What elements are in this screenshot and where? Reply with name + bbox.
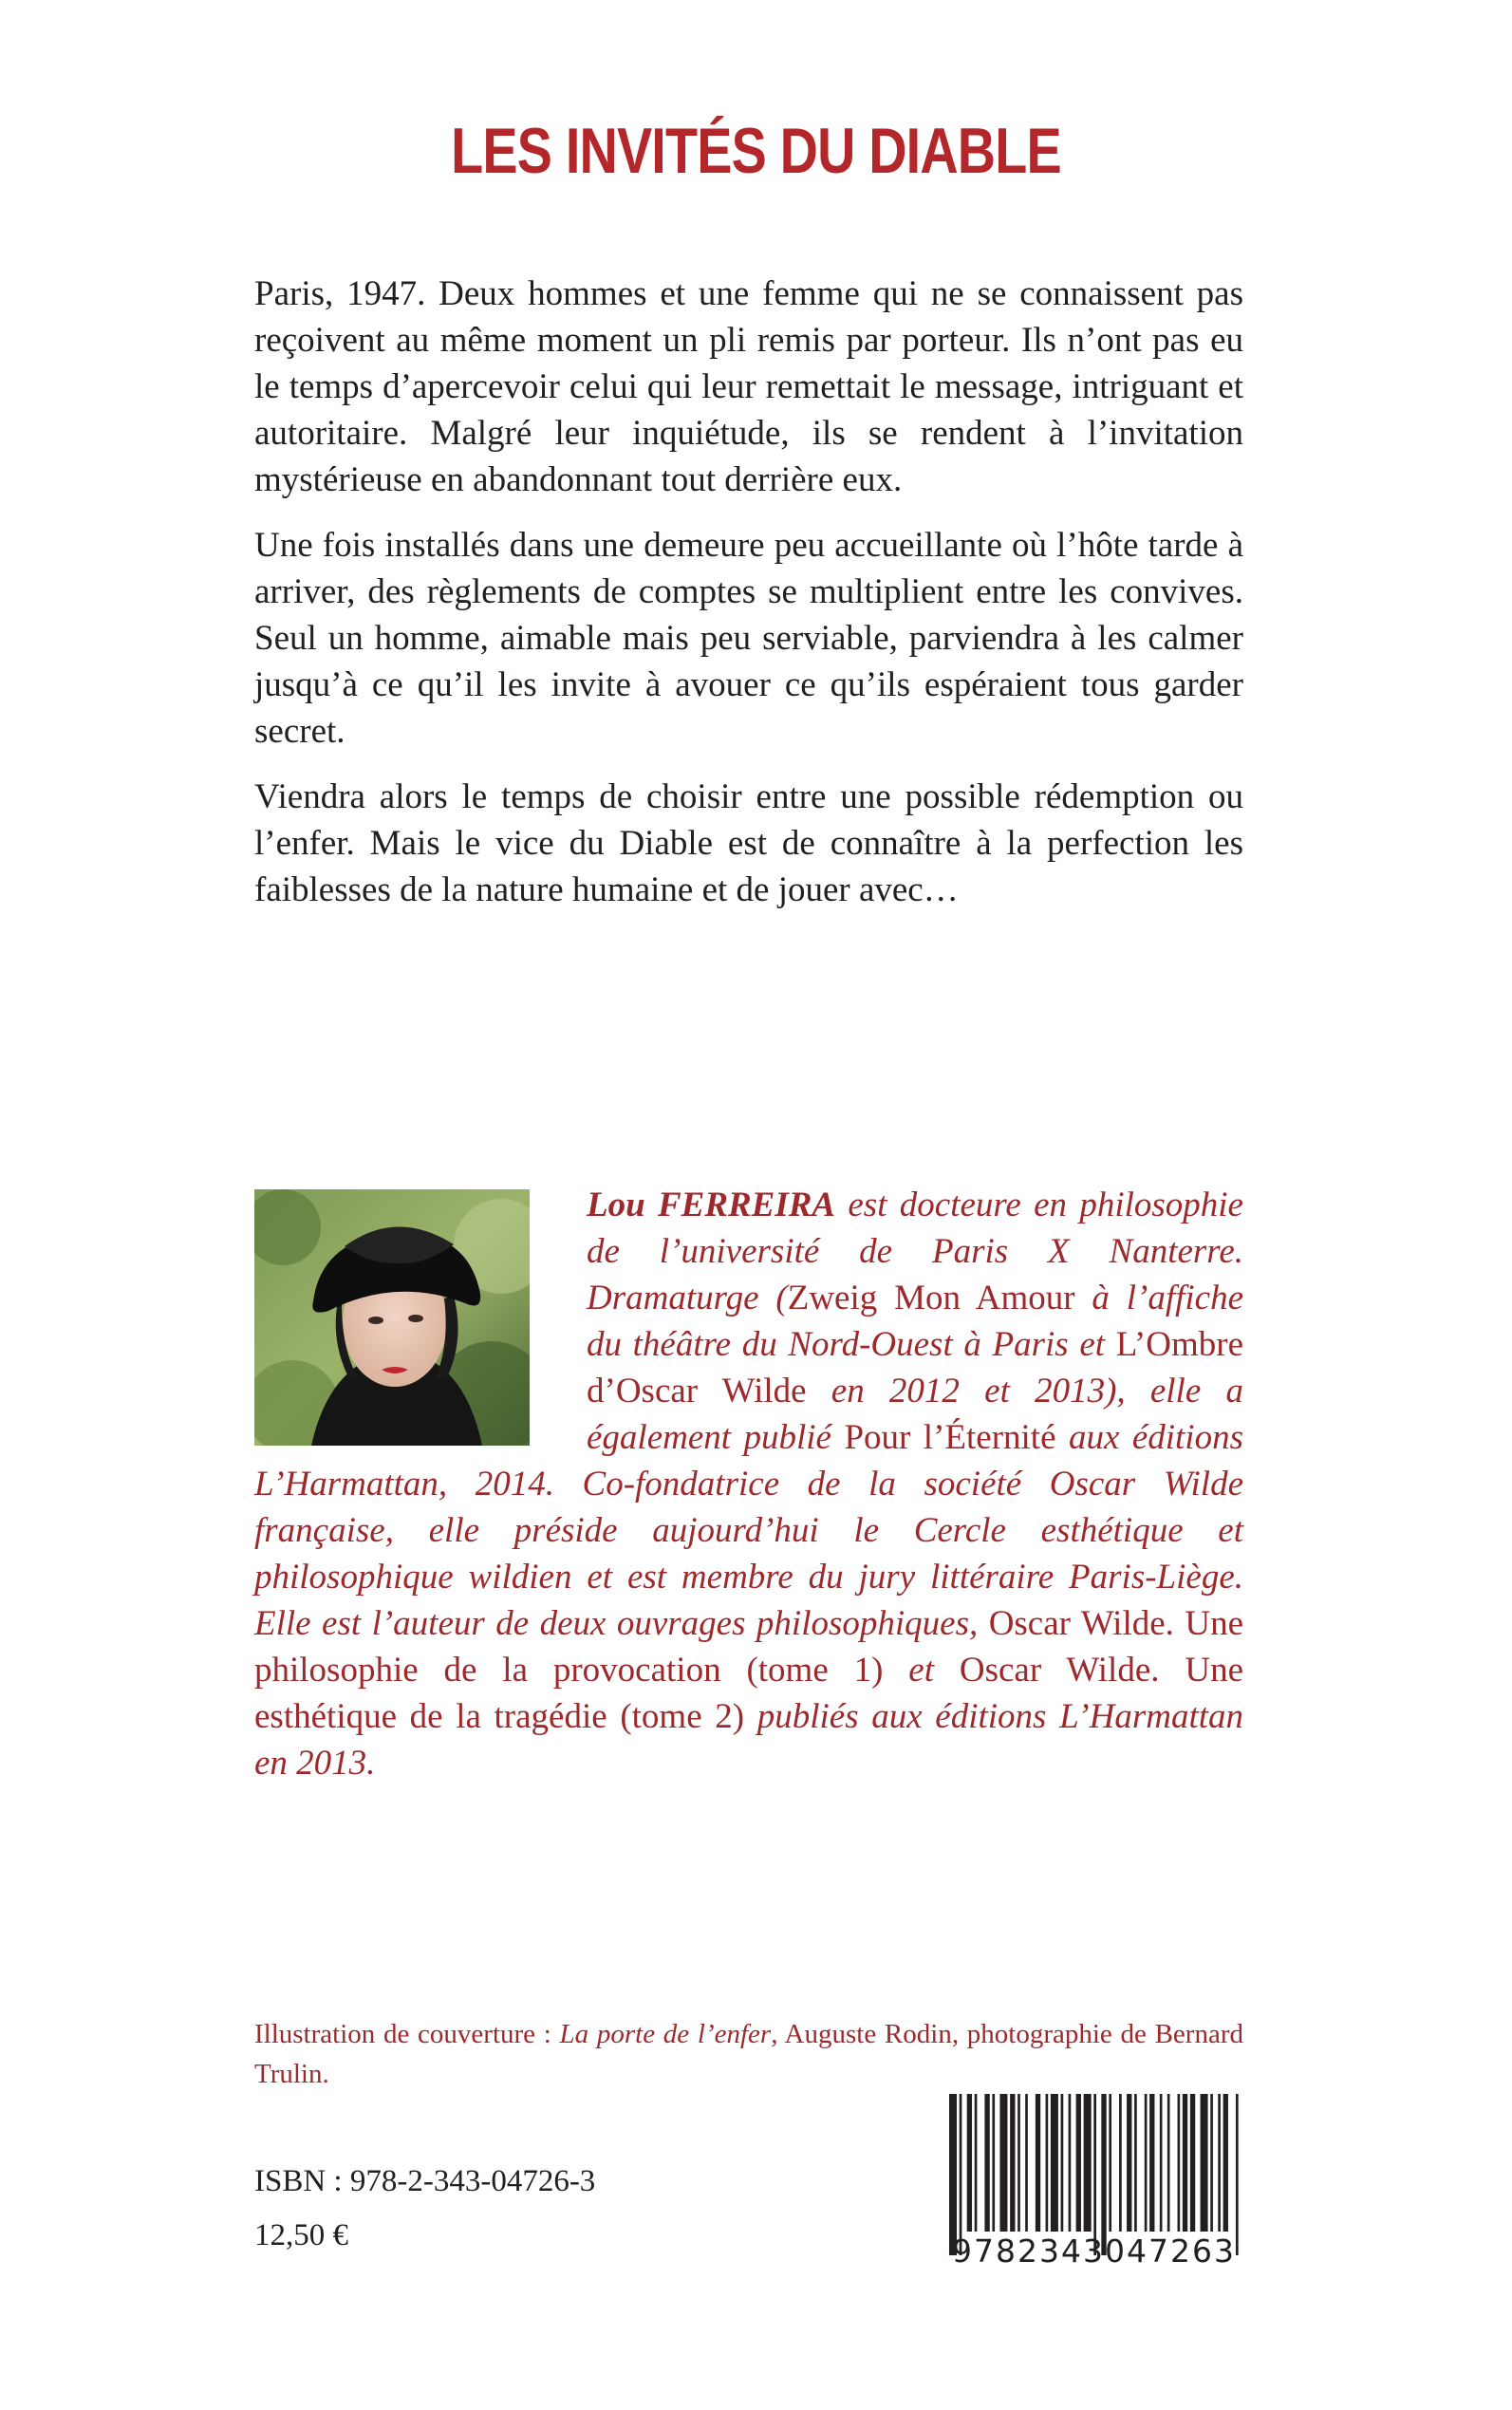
credit-suffix: , Auguste Rodin, photographie de Bernard Trulin. xyxy=(254,2019,1243,2089)
barcode-bar xyxy=(1134,2094,1137,2232)
cover-credit xyxy=(254,2014,1243,2094)
barcode-bar xyxy=(1223,2094,1228,2232)
barcode-bar xyxy=(1127,2094,1131,2232)
bio-work-zweig: Zweig Mon Amour xyxy=(787,1279,1075,1317)
barcode-bar xyxy=(1149,2094,1154,2232)
synopsis-paragraph-2: Une fois installés dans une demeure peu accueillante où l’hôte tarde à arriver, des règlements de comptes se multiplient entre les convives. Seul un homme, aimable mais peu serviable, parviendra à les calmer jusqu’à ce qu’il les invite à avouer ce qu’ils espéraient tous garder secret. xyxy=(254,526,1243,751)
barcode-bar xyxy=(1210,2094,1213,2232)
synopsis-paragraph-3: Viendra alors le temps de choisir entre une possible rédemption ou l’enfer. Mais le vice du Diable est de connaître à la perfection les faiblesses de la nature humaine et de jouer avec… xyxy=(254,777,1243,909)
barcode-bar xyxy=(1010,2094,1015,2232)
barcode-bar xyxy=(1178,2094,1181,2232)
barcode-bar xyxy=(1061,2094,1064,2232)
bio-text-5: et xyxy=(883,1651,960,1690)
bio-work-tragedie: Oscar Wilde. Une esthétique de la tragédie (tome 2) xyxy=(254,1651,1244,1736)
barcode-bar xyxy=(984,2094,989,2232)
price: 12,50 € xyxy=(254,2218,348,2252)
bio-text-6: publiés aux éditions L’Harmattan en 2013. xyxy=(254,1697,1244,1783)
barcode-bar xyxy=(1109,2094,1111,2232)
barcode-bar xyxy=(960,2094,962,2255)
author-photo xyxy=(254,1189,530,1446)
book-title: LES INVITÉS DU DIABLE xyxy=(451,115,1061,187)
barcode-bar xyxy=(1119,2094,1122,2232)
author-name: Lou FERREIRA xyxy=(587,1186,836,1224)
bio-text-1: est docteure en philosophie de l’université de Paris X Nanterre. Dramaturge ( xyxy=(587,1186,1243,1317)
barcode-bar xyxy=(1190,2094,1195,2232)
credit-prefix: Illustration de couverture : xyxy=(254,2019,560,2049)
barcode-bar xyxy=(1076,2094,1081,2232)
author-bio xyxy=(254,1182,1243,1786)
bio-text-2: à l’affiche du théâtre du Nord-Ouest à Paris et xyxy=(587,1279,1244,1364)
barcode-bar xyxy=(1218,2094,1221,2232)
bio-work-ombre: L’Ombre d’Oscar Wilde xyxy=(587,1325,1243,1411)
barcode-bar xyxy=(1051,2094,1058,2232)
barcode-bar xyxy=(1236,2094,1239,2255)
barcode-bar xyxy=(967,2094,972,2232)
barcode-bar xyxy=(1025,2094,1028,2232)
barcode-bar xyxy=(1036,2094,1040,2232)
barcode-bar xyxy=(1084,2094,1092,2232)
barcode-bar xyxy=(1160,2094,1163,2232)
barcode-bar xyxy=(1201,2094,1208,2232)
barcode-digits: 9782343047263 xyxy=(952,2233,1236,2270)
barcode-bar xyxy=(1145,2094,1148,2232)
barcode-bar xyxy=(1017,2094,1020,2232)
barcode-bar xyxy=(992,2094,995,2232)
barcode-bar xyxy=(1046,2094,1049,2232)
barcode-bar xyxy=(1101,2094,1106,2255)
synopsis xyxy=(254,271,1243,932)
barcode-bar xyxy=(1069,2094,1072,2232)
bio-work-eternite: Pour l’Éternité xyxy=(844,1418,1056,1457)
barcode-bar xyxy=(999,2094,1007,2232)
barcode-bar xyxy=(975,2094,978,2232)
bio-work-provocation: Oscar Wilde. Une philosophie de la provocation (tome 1) xyxy=(254,1604,1243,1690)
credit-work: La porte de l’enfer xyxy=(559,2019,772,2049)
barcode-bar xyxy=(949,2094,957,2255)
bio-text-3: en 2012 et 2013), elle a également publié xyxy=(587,1372,1243,1457)
isbn: ISBN : 978-2-343-04726-3 xyxy=(254,2164,596,2198)
barcode-bar xyxy=(1093,2094,1096,2255)
synopsis-paragraph-1: Paris, 1947. Deux hommes et une femme qui ne se connaissent pas reçoivent au même moment un pli remis par porteur. Ils n’ont pas eu le temps d’apercevoir celui qui leur remettait le message, intriguant et autoritaire. Malgré leur inquiétude, ils se rendent à l’invitation mystérieuse en abandonnant tout derrière eux. xyxy=(254,274,1243,499)
bio-text-4: aux éditions L’Harmattan, 2014. Co-fondatrice de la société Oscar Wilde française, elle préside aujourd’hui le Cercle esthétique et philosophique wildien et est membre du jury littéraire Paris-Liège. Elle est l’auteur de deux ouvrages philosophiques, xyxy=(254,1418,1243,1643)
barcode-bar xyxy=(1183,2094,1187,2232)
barcode-bar xyxy=(1167,2094,1170,2232)
